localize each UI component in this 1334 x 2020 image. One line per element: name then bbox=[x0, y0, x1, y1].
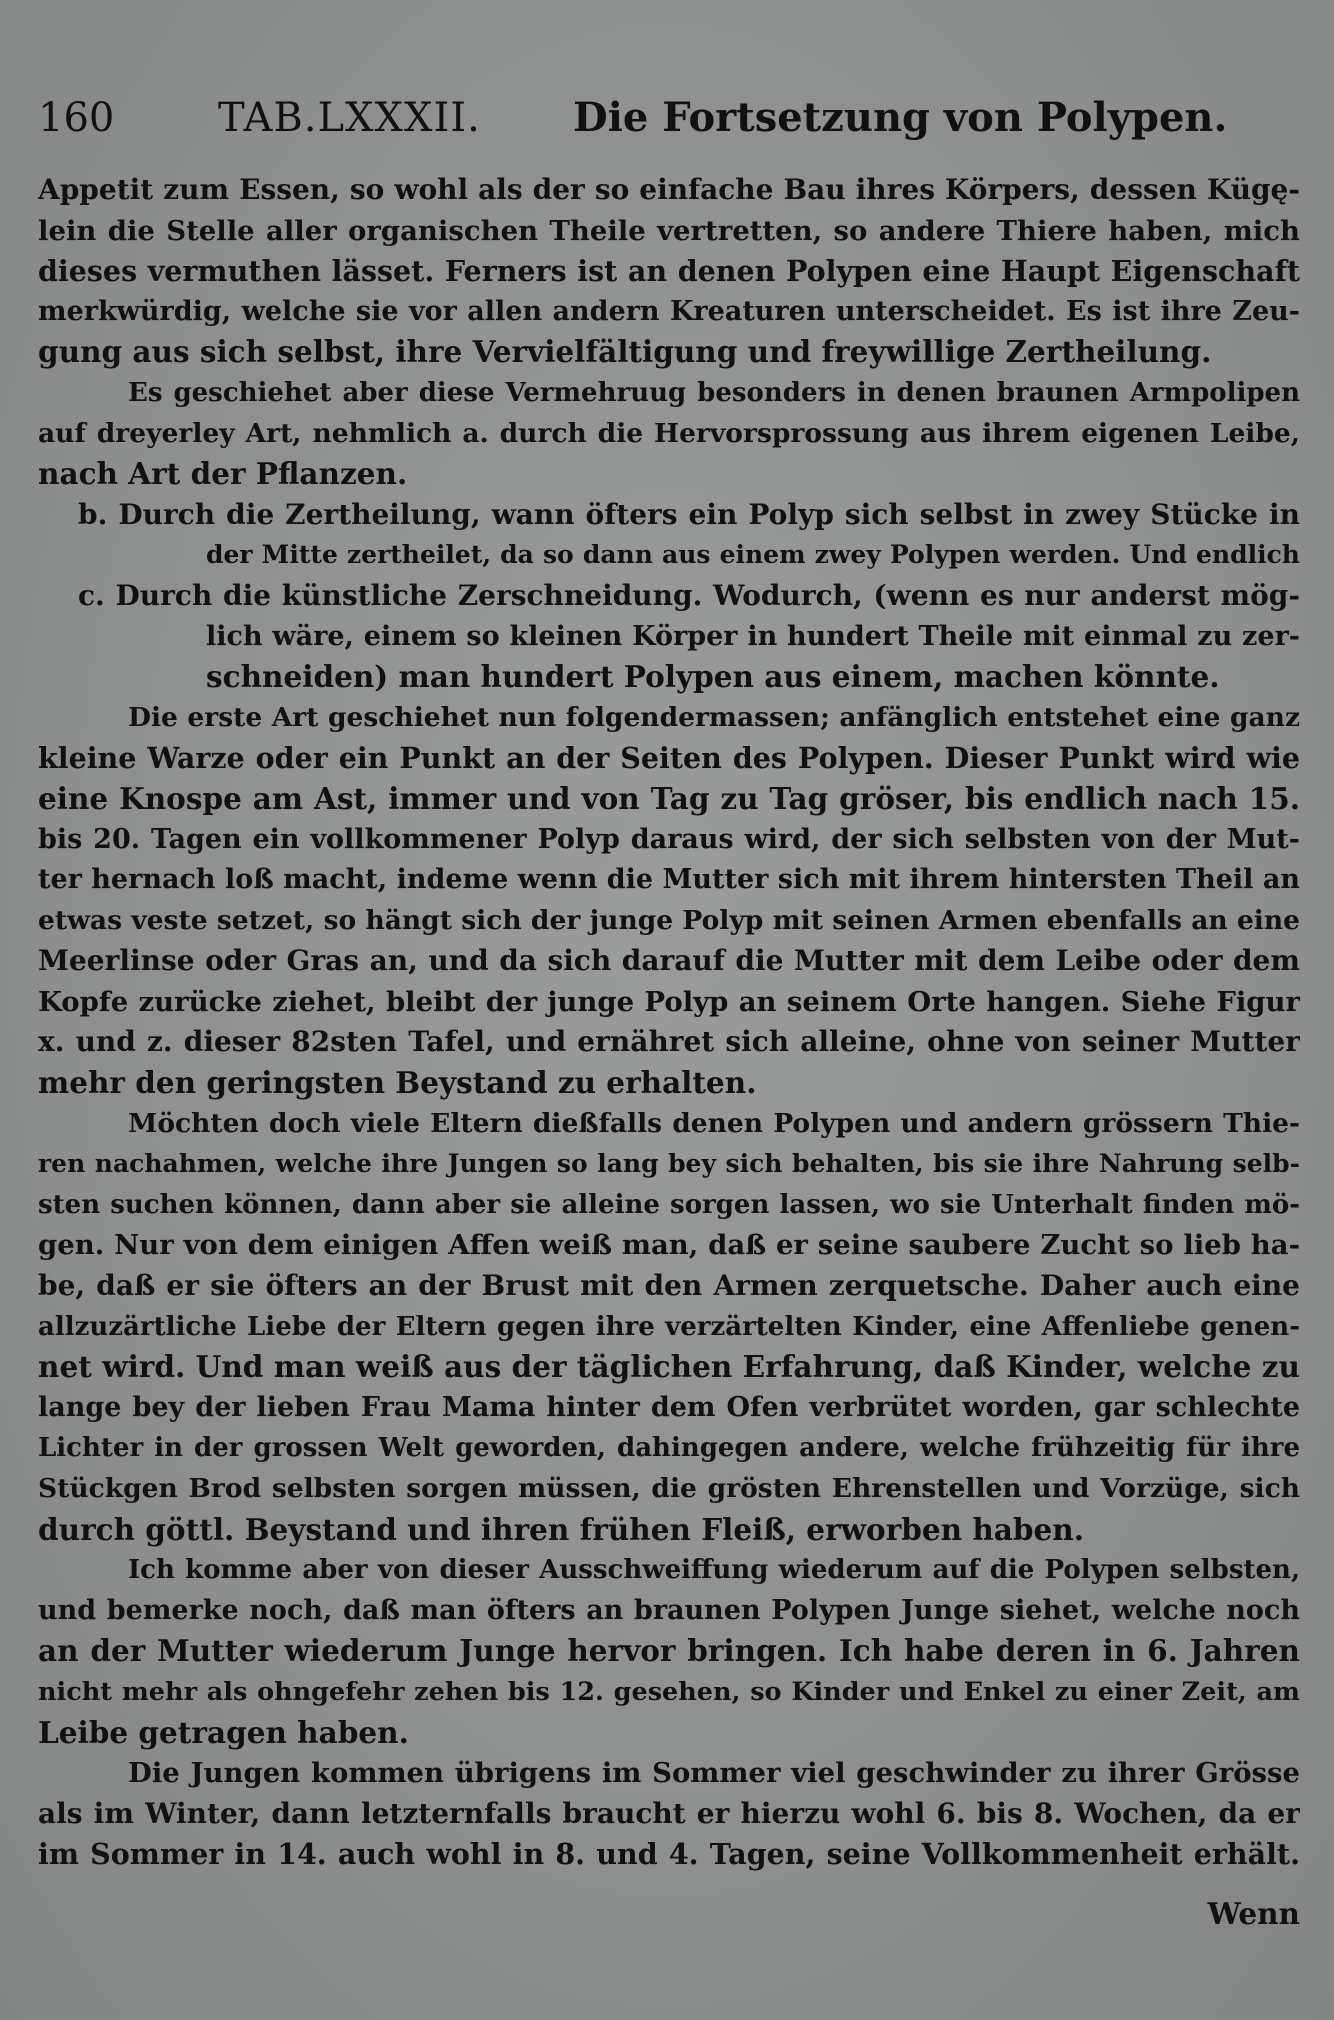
text-line: etwas veste setzet, so hängt sich der junge Polyp mit seinen Armen ebenfalls an eine bbox=[38, 904, 1300, 936]
text-line: net wird. Und man weiß aus der täglichen Erfahrung, daß Kinder, welche zu bbox=[38, 1349, 1300, 1385]
body-text bbox=[38, 170, 1300, 1875]
text-line: Leibe getragen haben. bbox=[38, 1714, 409, 1750]
text-line: der Mitte zertheilet, da so dann aus einem zwey Polypen werden. Und endlich bbox=[206, 540, 1300, 570]
text-line: kleine Warze oder ein Punkt an der Seiten des Polypen. Dieser Punkt wird wie bbox=[38, 741, 1300, 776]
text-line: schneiden) man hundert Polypen aus einem, machen könnte. bbox=[206, 659, 1220, 695]
text-line: bis 20. Tagen ein vollkommener Polyp daraus wird, der sich selbsten von der Mut- bbox=[38, 823, 1300, 855]
text-line: gung aus sich selbst, ihre Vervielfältigung und freywillige Zertheilung. bbox=[38, 334, 1212, 370]
text-line: lange bey der lieben Frau Mama hinter dem Ofen verbrütet worden, gar schlechte bbox=[38, 1391, 1300, 1423]
text-line: durch göttl. Beystand und ihren frühen Fleiß, erworben haben. bbox=[38, 1511, 1085, 1547]
text-line: Lichter in der grossen Welt geworden, dahingegen andere, welche frühzeitig für ihre bbox=[38, 1433, 1300, 1464]
text-line: Es geschiehet aber diese Vermehruug besonders in denen braunen Armpolipen bbox=[128, 377, 1300, 408]
text-line: lich wäre, einem so kleinen Körper in hundert Theile mit einmal zu zer- bbox=[206, 620, 1300, 652]
text-line: Stückgen Brod selbsten sorgen müssen, die grösten Ehrenstellen und Vorzüge, sich bbox=[38, 1473, 1300, 1504]
plate-reference: TAB.LXXXII. bbox=[218, 95, 481, 141]
text-line: mehr den geringsten Beystand zu erhalten. bbox=[38, 1065, 757, 1101]
text-line: im Sommer in 14. auch wohl in 8. und 4. Tagen, seine Vollkommenheit erhält. bbox=[38, 1837, 1300, 1872]
page-number: 160 bbox=[38, 95, 115, 141]
text-line: an der Mutter wiederum Junge hervor bringen. Ich habe deren in 6. Jahren bbox=[38, 1633, 1300, 1669]
text-line: und bemerke noch, daß man öfters an braunen Polypen Junge siehet, welche noch bbox=[38, 1594, 1300, 1626]
text-line: sten suchen können, dann aber sie alleine sorgen lassen, wo sie Unterhalt finden mö- bbox=[38, 1189, 1300, 1220]
text-line: als im Winter, dann letzternfalls braucht er hierzu wohl 6. bis 8. Wochen, da er bbox=[38, 1796, 1300, 1830]
text-line: Ich komme aber von dieser Ausschweiffung wiederum auf die Polypen selbsten, bbox=[128, 1555, 1300, 1586]
text-line: nicht mehr als ohngefehr zehen bis 12. gesehen, so Kinder und Enkel zu einer Zeit, am bbox=[38, 1676, 1300, 1707]
list-item-c: c. Durch die künstliche Zerschneidung. Wodurch, (wenn es nur anderst mög- bbox=[78, 578, 1300, 612]
text-line: Appetit zum Essen, so wohl als der so einfache Bau ihres Körpers, dessen Kügę- bbox=[38, 173, 1300, 206]
list-item-b: b. Durch die Zertheilung, wann öfters ein Polyp sich selbst in zwey Stücke in bbox=[78, 497, 1300, 531]
text-line: lein die Stelle aller organischen Theile vertretten, so andere Thiere haben, mich bbox=[38, 214, 1300, 247]
text-line: gen. Nur von dem einigen Affen weiß man, daß er seine saubere Zucht so lieb ha- bbox=[38, 1229, 1300, 1262]
text-line: Die erste Art geschiehet nun folgendermassen; anfänglich entstehet eine ganz bbox=[128, 701, 1300, 733]
text-line: be, daß er sie öfters an der Brust mit den Armen zerquetsche. Daher auch eine bbox=[38, 1269, 1300, 1303]
text-line: Meerlinse oder Gras an, und da sich darauf die Mutter mit dem Leibe oder dem bbox=[38, 944, 1300, 978]
catchword: Wenn bbox=[1207, 1896, 1300, 1931]
text-line: eine Knospe am Ast, immer und von Tag zu Tag gröser, bis endlich nach 15. bbox=[38, 780, 1300, 816]
text-line: x. und z. dieser 82sten Tafel, und ernähret sich alleine, ohne von seiner Mutter bbox=[38, 1025, 1300, 1059]
text-line: auf dreyerley Art, nehmlich a. durch die Hervorsprossung aus ihrem eigenen Leibe, bbox=[38, 417, 1300, 449]
running-header bbox=[38, 88, 1298, 148]
text-line: ter hernach loß macht, indeme wenn die Mutter sich mit ihrem hintersten Theil an bbox=[38, 864, 1300, 896]
text-line: allzuzärtliche Liebe der Eltern gegen ihre verzärtelten Kinder, eine Affenliebe genen- bbox=[38, 1311, 1300, 1342]
text-line: merkwürdig, welche sie vor allen andern Kreaturen unterscheidet. Es ist ihre Zeu- bbox=[38, 295, 1300, 327]
text-line: ren nachahmen, welche ihre Jungen so lang bey sich behalten, bis sie ihre Nahrung selb- bbox=[38, 1149, 1300, 1179]
running-title: Die Fortsetzung von Polypen. bbox=[573, 94, 1228, 141]
text-line: Die Jungen kommen übrigens im Sommer viel geschwinder zu ihrer Grösse bbox=[128, 1757, 1300, 1790]
text-line: Möchten doch viele Eltern dießfalls denen Polypen und andern grössern Thie- bbox=[128, 1107, 1300, 1139]
text-line: dieses vermuthen lässet. Ferners ist an denen Polypen eine Haupt Eigenschaft bbox=[38, 254, 1300, 289]
text-line: nach Art der Pflanzen. bbox=[38, 456, 408, 492]
text-line: Kopfe zurücke ziehet, bleibt der junge Polyp an seinem Orte hangen. Siehe Figur bbox=[38, 985, 1300, 1018]
